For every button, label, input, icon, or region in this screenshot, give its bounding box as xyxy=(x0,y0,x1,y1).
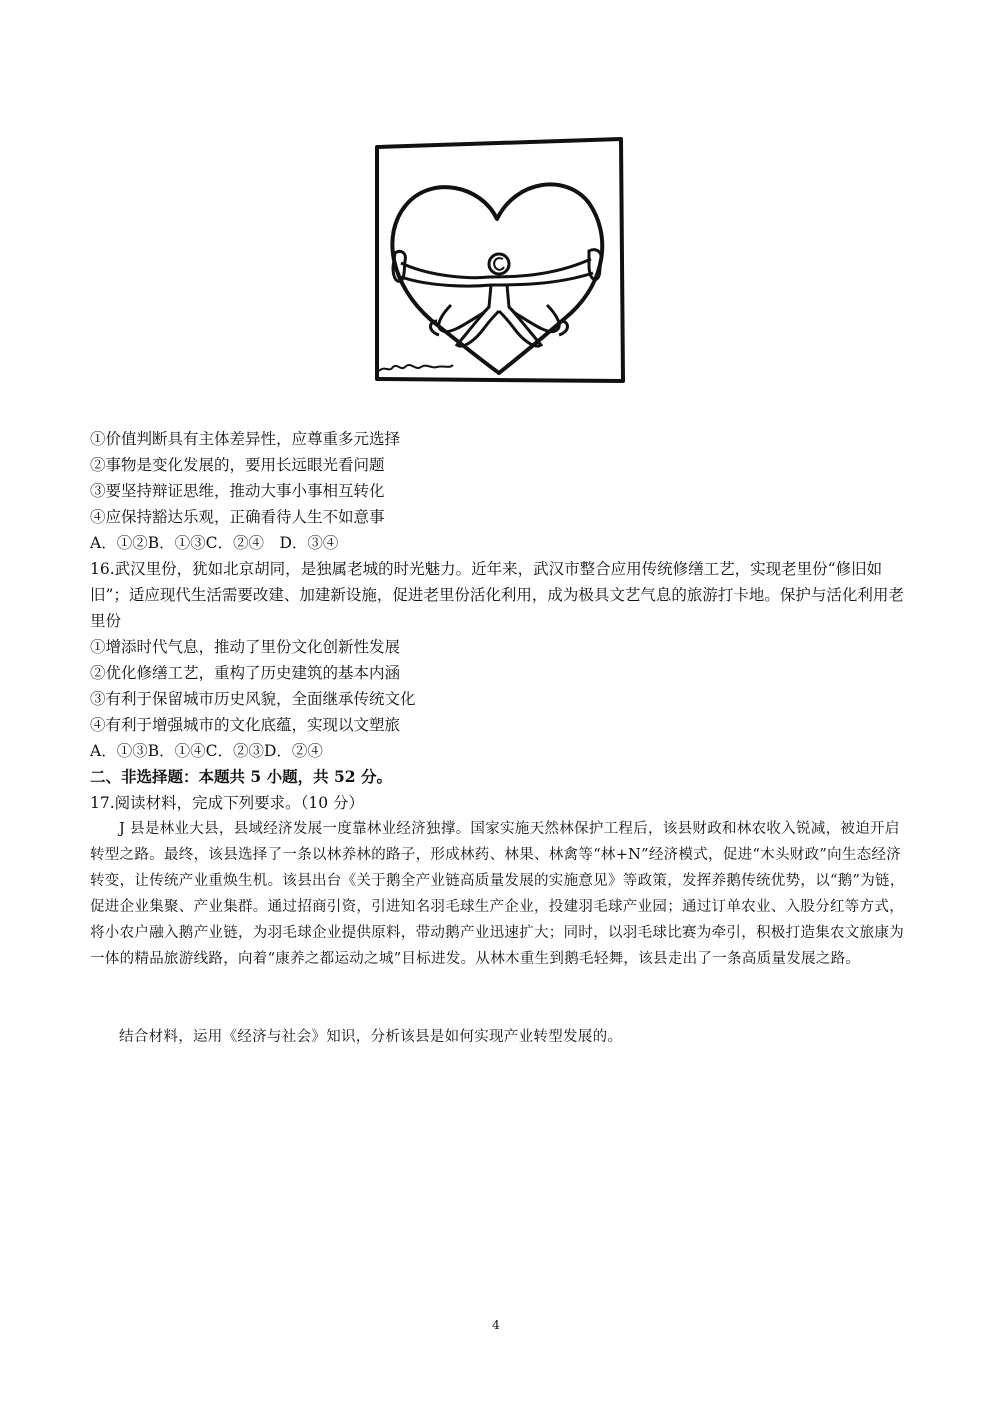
q17-stem: 17.阅读材料，完成下列要求。（10 分） xyxy=(90,794,365,812)
section-2-heading: 二、非选择题：本题共 5 小题，共 52 分。 xyxy=(90,767,392,786)
q16-answer-choices: A．①③B．①④C．②③D．②④ xyxy=(90,742,323,760)
heart-cartoon-figure xyxy=(371,135,629,385)
q15-answer-choices: A．①②B．①③C．②④ D．③④ xyxy=(90,534,339,552)
q15-option-2: ②事物是变化发展的，要用长远眼光看问题 xyxy=(90,456,385,474)
q16-option-1: ①增添时代气息，推动了里份文化创新性发展 xyxy=(90,638,401,656)
q15-option-1: ①价值判断具有主体差异性，应尊重多元选择 xyxy=(90,430,401,448)
q17-task: 结合材料，运用《经济与社会》知识，分析该县是如何实现产业转型发展的。 xyxy=(119,1029,623,1045)
page-number: 4 xyxy=(492,1318,500,1332)
q16-option-2: ②优化修缮工艺，重构了历史建筑的基本内涵 xyxy=(90,664,401,682)
q16-stem: 16.武汉里份，犹如北京胡同，是独属老城的时光魅力。近年来，武汉市整合应用传统修缮工艺，实现老里份“修旧如旧”；适应现代生活需要改建、加建新设施，促进老里份活化利用，成为极具文艺气息的旅游打卡地。保护与活化利用老里份 xyxy=(90,560,904,630)
q17-material: J 县是林业大县，县域经济发展一度靠林业经济独撑。国家实施天然林保护工程后，该县财政和林农收入锐减，被迫开启转型之路。最终，该县选择了一条以林养林的路子，形成林药、林果、林禽等“林+N”经济模式，促进“木头财政”向生态经济转变，让传统产业重焕生机。该县出台《关于鹅全产业链高质量发展的实施意见》等政策，发挥养鹅传统优势，以“鹅”为链，促进企业集聚、产业集群。通过招商引资，引进知名羽毛球生产企业，投建羽毛球产业园；通过订单农业、入股分红等方式，将小农户融入鹅产业链，为羽毛球企业提供原料，带动鹅产业迅速扩大；同时，以羽毛球比赛为牵引，积极打造集农文旅康为一体的精品旅游线路，向着“康养之都运动之城”目标进发。从林木重生到鹅毛轻舞，该县走出了一条高质量发展之路。 xyxy=(90,821,905,967)
q16-option-4: ④有利于增强城市的文化底蕴，实现以文塑旅 xyxy=(90,716,401,734)
q16-option-3: ③有利于保留城市历史风貌，全面继承传统文化 xyxy=(90,690,416,708)
q15-option-4: ④应保持豁达乐观，正确看待人生不如意事 xyxy=(90,508,385,526)
q15-option-3: ③要坚持辩证思维，推动大事小事相互转化 xyxy=(90,482,385,500)
